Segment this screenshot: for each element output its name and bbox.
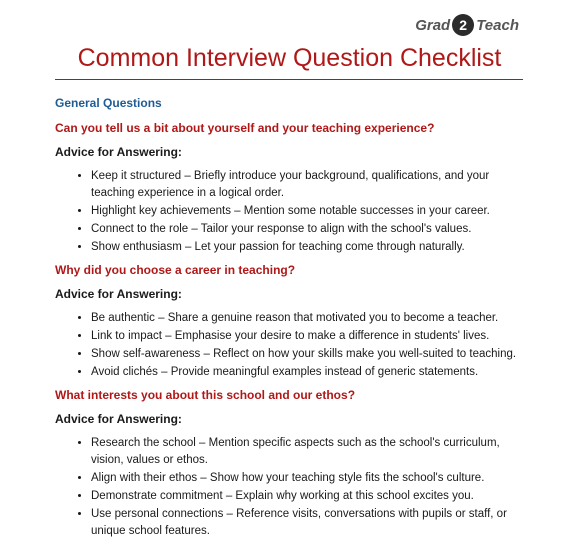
advice-item: • Highlight key achievements – Mention some notable successes in your career. bbox=[91, 203, 525, 220]
advice-item: • Avoid clichés – Provide meaningful examples instead of generic statements. bbox=[91, 364, 525, 381]
advice-item: • Keep it structured – Briefly introduce your background, qualifications, and your teaching experience in a logical order. bbox=[91, 168, 525, 202]
question-text: Can you tell us a bit about yourself and your teaching experience? bbox=[55, 121, 435, 135]
advice-item: • Link to impact – Emphasise your desire to make a difference in students' lives. bbox=[91, 328, 525, 345]
advice-list bbox=[55, 310, 525, 381]
advice-item: • Be authentic – Share a genuine reason that motivated you to become a teacher. bbox=[91, 310, 525, 327]
advice-label: Advice for Answering: bbox=[55, 287, 182, 301]
title-divider bbox=[55, 79, 523, 80]
question-block bbox=[55, 121, 525, 256]
question-block bbox=[55, 263, 525, 381]
advice-item: • Demonstrate commitment – Explain why working at this school excites you. bbox=[91, 488, 525, 505]
advice-list bbox=[55, 435, 525, 540]
logo-number-badge: 2 bbox=[452, 14, 474, 36]
logo-text-left: Grad bbox=[415, 16, 451, 34]
grad2teach-logo bbox=[415, 14, 519, 36]
section-heading: General Questions bbox=[55, 96, 162, 110]
advice-item: • Use personal connections – Reference visits, conversations with pupils or staff, or unique school features. bbox=[91, 506, 525, 540]
logo-text-right: Teach bbox=[476, 16, 519, 34]
advice-item: • Connect to the role – Tailor your response to align with the school's values. bbox=[91, 221, 525, 238]
advice-list bbox=[55, 168, 525, 256]
advice-item: • Research the school – Mention specific aspects such as the school's curriculum, vision, values or ethos. bbox=[91, 435, 525, 469]
question-text: Why did you choose a career in teaching? bbox=[55, 263, 296, 277]
advice-item: • Align with their ethos – Show how your teaching style fits the school's culture. bbox=[91, 470, 525, 487]
advice-item: • Show enthusiasm – Let your passion for teaching come through naturally. bbox=[91, 239, 525, 256]
page-title: Common Interview Question Checklist bbox=[77, 44, 502, 72]
question-text: What interests you about this school and our ethos? bbox=[55, 388, 356, 402]
advice-label: Advice for Answering: bbox=[55, 145, 182, 159]
advice-label: Advice for Answering: bbox=[55, 412, 182, 426]
advice-item: • Show self-awareness – Reflect on how your skills make you well-suited to teaching. bbox=[91, 346, 525, 363]
checklist-content bbox=[55, 96, 525, 547]
question-block bbox=[55, 388, 525, 540]
